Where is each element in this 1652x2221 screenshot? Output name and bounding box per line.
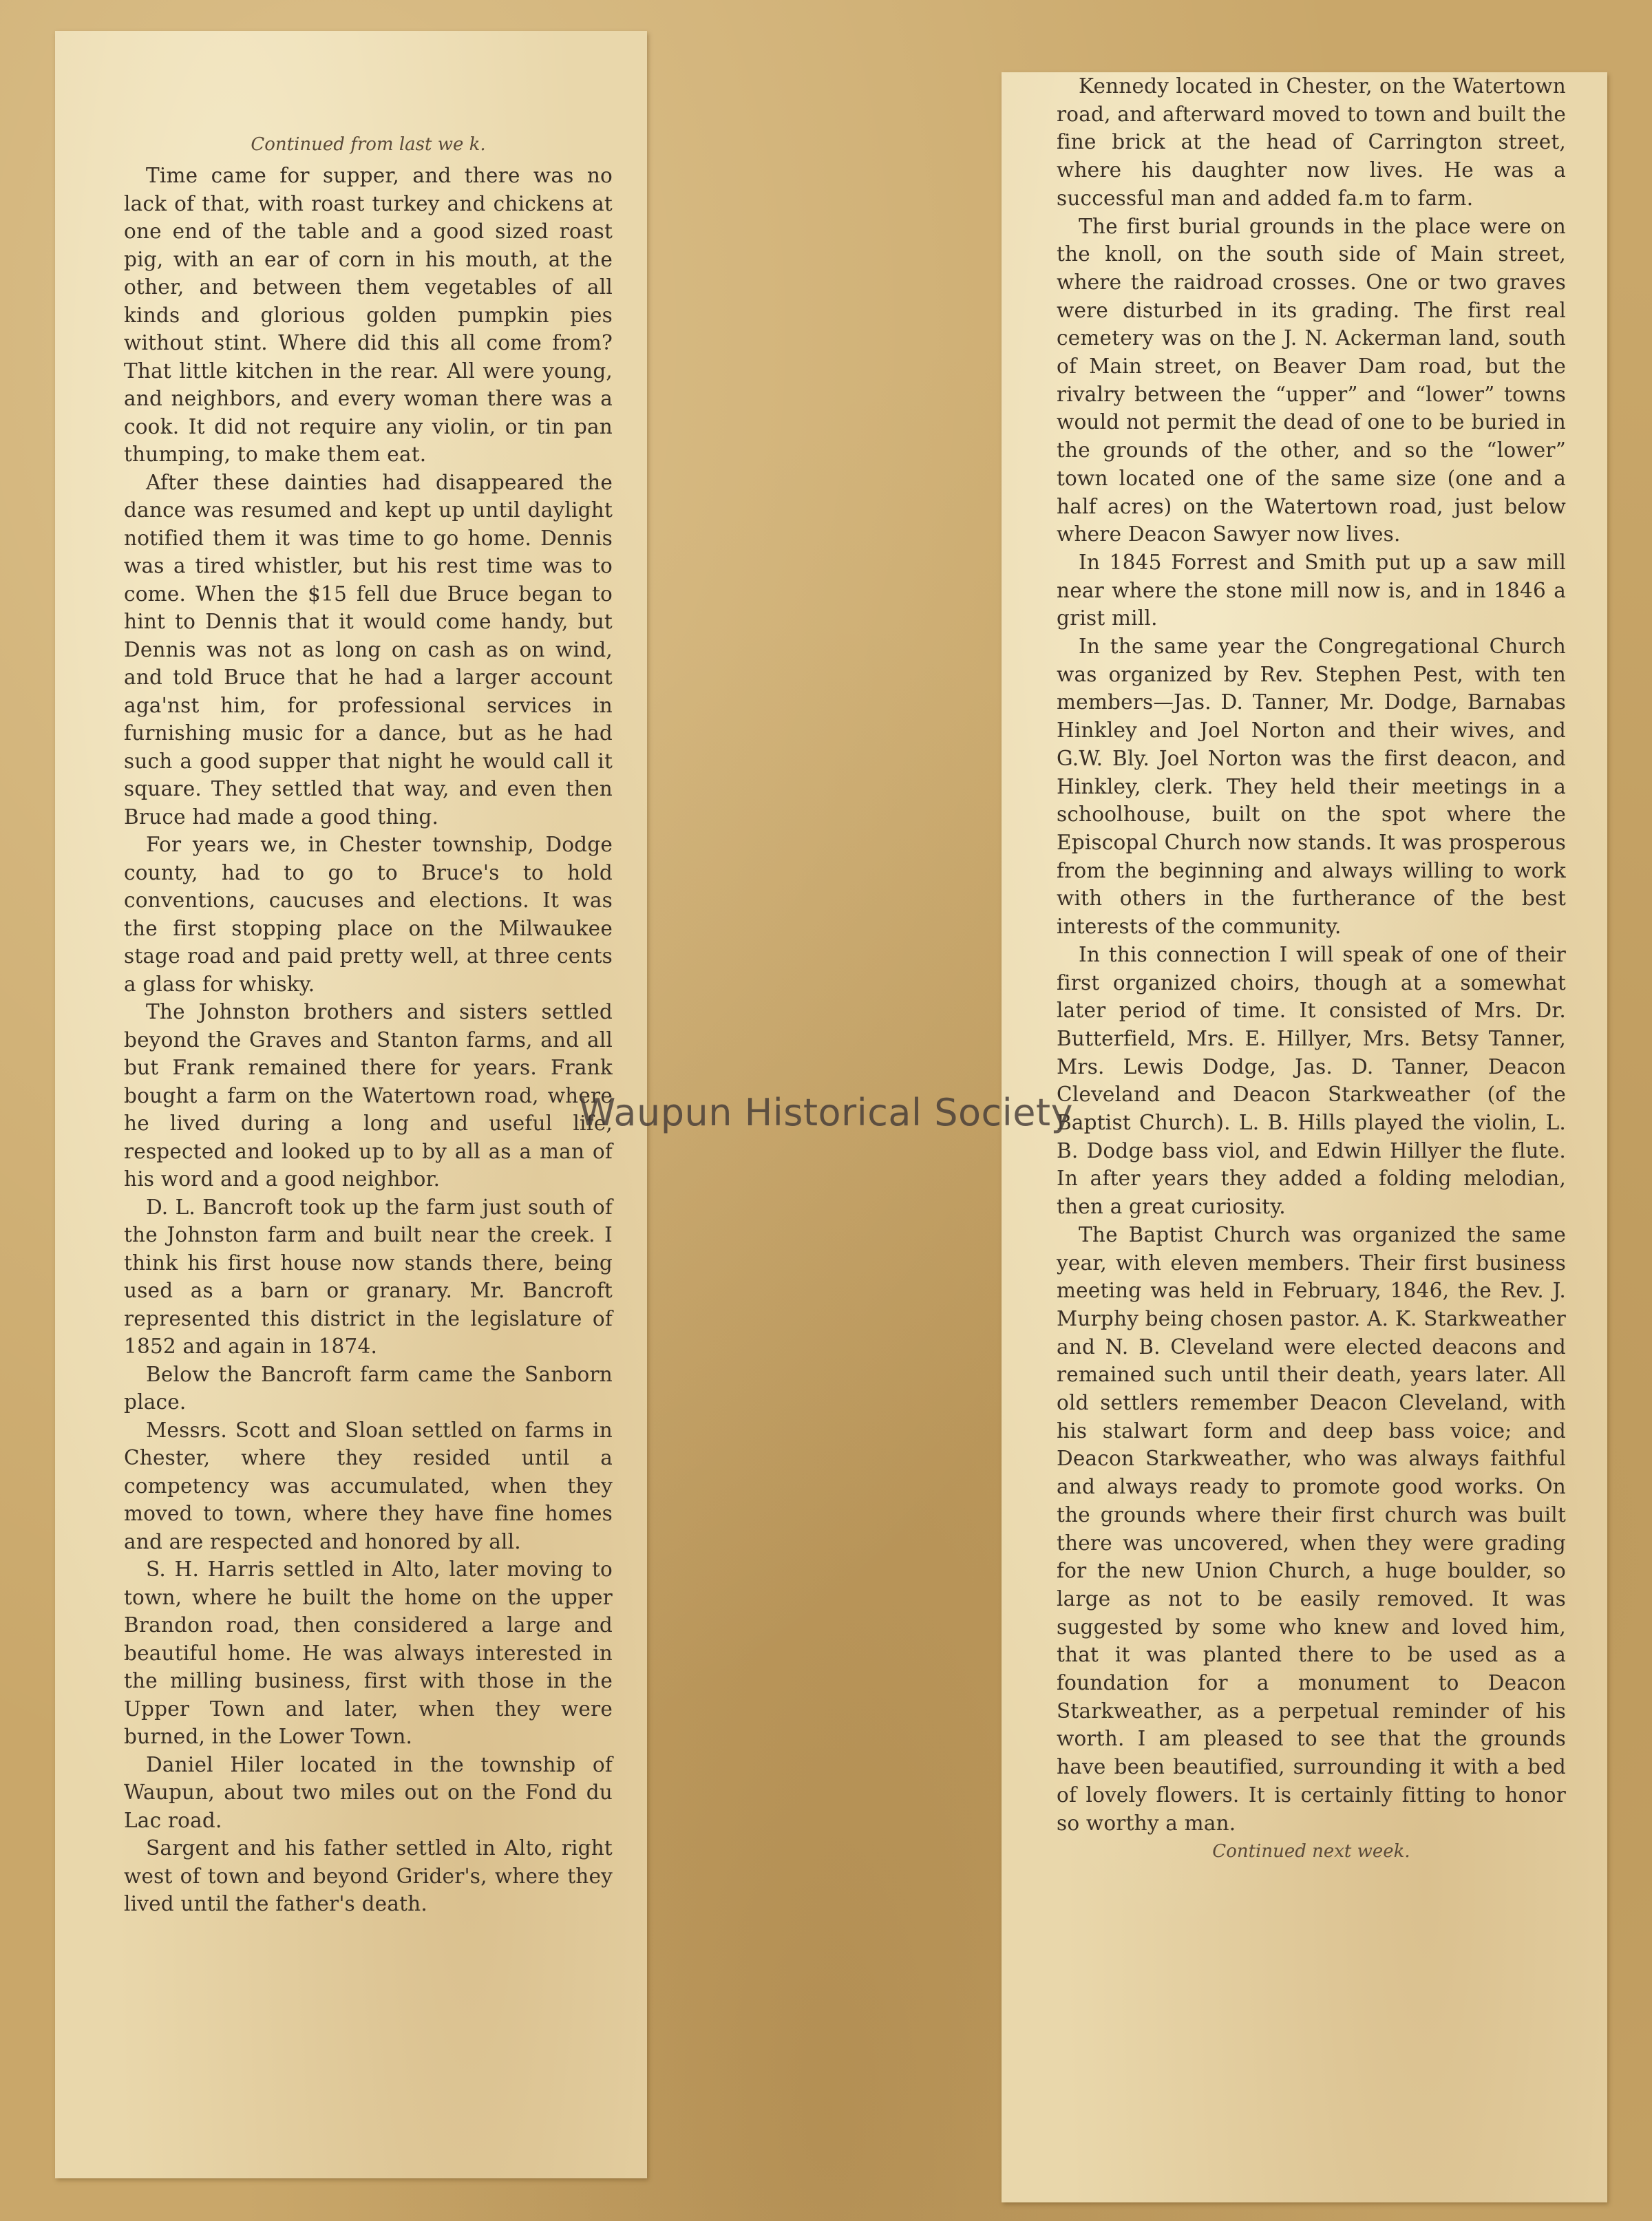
right-newspaper-clipping xyxy=(1002,72,1607,2202)
article-paragraph: Sargent and his father settled in Alto, right west of town and beyond Grider's, where they lived until the father's death. xyxy=(124,1836,613,1915)
article-paragraph: D. L. Bancroft took up the farm just south of the Johnston farm and built near the creek. I think his first house now stands there, being used as a barn or granary. Mr. Bancroft represented this district in the legislature of 1852 and again in 1874. xyxy=(124,1195,613,1358)
article-paragraph: S. H. Harris settled in Alto, later moving to town, where he built the home on the upper Brandon road, then considered a large and beautiful home. He was always interested in the milling business, first with those in the Upper Town and later, when they were burned, in the Lower Town. xyxy=(124,1558,613,1748)
article-paragraph: Daniel Hiler located in the township of Waupun, about two miles out on the Fond du Lac road. xyxy=(124,1752,613,1832)
article-paragraph: In 1845 Forrest and Smith put up a saw mill near where the stone mill now is, and in 1846 a grist mill. xyxy=(1057,550,1566,630)
watermark: Waupun Historical Society xyxy=(578,1091,1074,1134)
article-paragraph: For years we, in Chester township, Dodge county, had to go to Bruce's to hold conventions, caucuses and elections. It was the first stopping place on the Milwaukee stage road and paid pretty well, at three cents a glass for whisky. xyxy=(124,833,613,996)
article-paragraph: Below the Bancroft farm came the Sanborn place. xyxy=(124,1362,613,1414)
article-paragraph: In this connection I will speak of one of their first organized choirs, though at a somewhat later period of time. It consisted of Mrs. Dr. Butterfield, Mrs. E. Hillyer, Mrs. Betsy Tanner, Mrs. Lewis Dodge, Jas. D. Tanner, Deacon Cleveland and Deacon Starkweather (of the Baptist Church). L. B. Hills played the violin, L. B. Dodge bass viol, and Edwin Hillyer the flute. In after years they added a folding melodian, then a great curiosity. xyxy=(1057,942,1566,1219)
article-paragraph: The Johnston brothers and sisters settled beyond the Graves and Stanton farms, and all but Frank remained there for years. Frank bought a farm on the Watertown road, where he lived during a long and useful life, respected and looked up to by all as a man of his word and a good neighbor. xyxy=(124,1000,613,1191)
article-paragraph: In the same year the Congregational Church was organized by Rev. Stephen Pest, with ten members—Jas. D. Tanner, Mr. Dodge, Barnabas Hinkley and Joel Norton and their wives, and G.W. Bly. Joel Norton was the first deacon, and Hinkley, clerk. They held their meetings in a schoolhouse, built on the spot where the Episcopal Church now stands. It was prosperous from the beginning and always willing to work with others in the furtherance of the best interests of the community. xyxy=(1057,635,1566,939)
article-paragraph: Kennedy located in Chester, on the Watertown road, and afterward moved to town and built the fine brick at the head of Carrington street, where his daughter now lives. He was a successful man and added fa.m to farm. xyxy=(1057,74,1566,210)
continued-next-note: Continued next week. xyxy=(1212,1841,1410,1862)
continued-from-note: Continued from last we k. xyxy=(251,134,486,155)
article-paragraph: After these dainties had disappeared the dance was resumed and kept up until daylight notified them it was time to go home. Dennis was a tired whistler, but his rest time was to come. When the $15 fell due Bruce began to hint to Dennis that it would come handy, but Dennis was not as long on cash as on wind, and told Bruce that he had a larger account aga'nst him, for professional services in furnishing music for a dance, but as he had such a good supper that night he would call it square. They settled that way, and even then Bruce had made a good thing. xyxy=(124,470,613,829)
article-paragraph: The first burial grounds in the place were on the knoll, on the south side of Main street, where the raidroad crosses. One or two graves were disturbed in its grading. The first real cemetery was on the J. N. Ackerman land, south of Main street, on Beaver Dam road, but the rivalry between the “upper” and “lower” towns would not permit the dead of one to be buried in the grounds of the other, and so the “lower” town located one of the same size (one and a half acres) on the Watertown road, just below where Deacon Sawyer now lives. xyxy=(1057,214,1566,546)
left-newspaper-clipping xyxy=(55,31,647,2178)
article-paragraph: Messrs. Scott and Sloan settled on farms in Chester, where they resided until a competency was accumulated, when they moved to town, where they have fine homes and are respected and honored by all. xyxy=(124,1418,613,1553)
article-paragraph: Time came for supper, and there was no lack of that, with roast turkey and chickens at one end of the table and a good sized roast pig, with an ear of corn in his mouth, at the other, and between them vegetables of all kinds and glorious golden pumpkin pies without stint. Where did this all come from? That little kitchen in the rear. All were young, and neighbors, and every woman there was a cook. It did not require any violin, or tin pan thumping, to make them eat. xyxy=(124,164,613,466)
article-paragraph: The Baptist Church was organized the same year, with eleven members. Their first business meeting was held in February, 1846, the Rev. J. Murphy being chosen pastor. A. K. Starkweather and N. B. Cleveland were elected deacons and remained such until their death, years later. All old settlers remember Deacon Cleveland, with his stalwart form and deep bass voice; and Deacon Starkweather, who was always faithful and always ready to promote good works. On the grounds where their first church was built there was uncovered, when they were grading for the new Union Church, a huge boulder, so large as not to be easily removed. It was suggested by some who knew and loved him, that it was planted there to be used as a foundation for a monument to Deacon Starkweather, as a perpetual reminder of his worth. I am pleased to see that the grounds have been beautified, surrounding it with a bed of lovely flowers. It is certainly fitting to honor so worthy a man. xyxy=(1057,1222,1566,1835)
